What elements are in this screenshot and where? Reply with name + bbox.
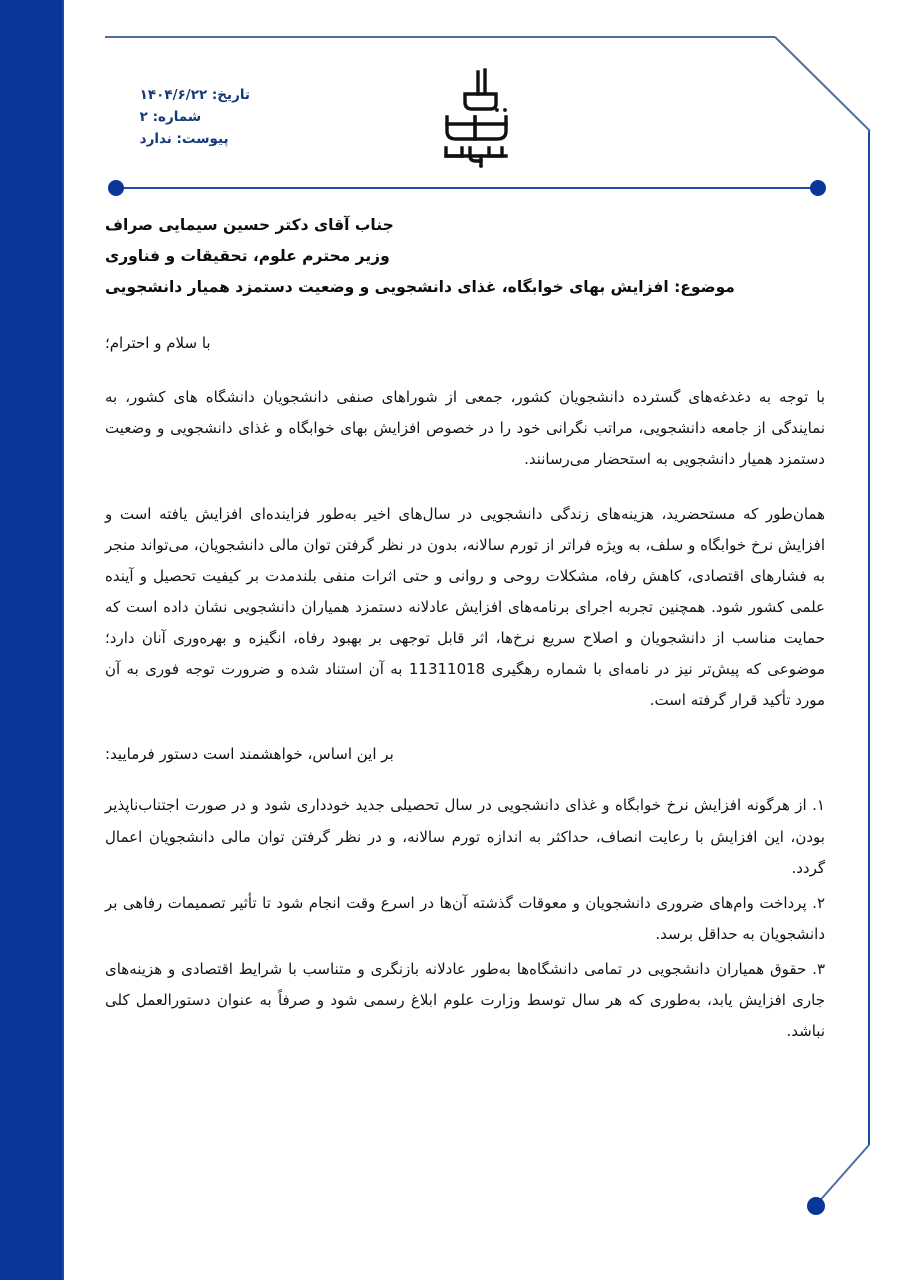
sabzeh-calligraphy-logo-icon bbox=[434, 60, 534, 170]
addressee-name: جناب آقای دکتر حسین سیمایی صراف bbox=[105, 216, 394, 234]
brand-side-bar-hairline bbox=[62, 0, 64, 1280]
salutation: با سلام و احترام؛ bbox=[105, 334, 211, 352]
demand-number-3: ۳. bbox=[812, 959, 825, 978]
accent-dot-right bbox=[810, 180, 826, 196]
demand-item-2 bbox=[105, 888, 825, 950]
organization-logo bbox=[62, 60, 905, 170]
demand-text-2: پرداخت وام‌های ضروری دانشجویان و معوقات گذشته آن‌ها در اسرع وقت انجام شود تا تأثیر تصمیمات رفاهی بر دانشجویان به حداقل برسد. bbox=[105, 893, 825, 943]
addressee-block bbox=[105, 210, 825, 303]
letter-subject: موضوع: افزایش بهای خوابگاه، غذای دانشجویی و وضعیت دستمزد همیار دانشجویی bbox=[105, 278, 735, 296]
demand-number-1: ۱. bbox=[812, 796, 825, 815]
demand-text-3: حقوق همیاران دانشجویی در تمامی دانشگاه‌ها به‌طور عادلانه بازنگری و متناسب با شرایط اقتصادی و هزینه‌های جاری افزایش یابد، به‌طوری که هر سال توسط وزارت علوم ابلاغ رسمی شود و صرفاً به عنوان دستورالعمل کلی نباشد. bbox=[105, 959, 825, 1040]
demands-list bbox=[105, 790, 825, 1046]
letter-number: شماره: ۲ bbox=[139, 108, 202, 125]
letter-header bbox=[62, 55, 905, 175]
addressee-title: وزیر محترم علوم، تحقیقات و فناوری bbox=[105, 247, 390, 265]
accent-dot-left bbox=[108, 180, 124, 196]
demand-item-3 bbox=[105, 954, 825, 1047]
demand-text-1: از هرگونه افزایش نرخ خوابگاه و غذای دانشجویی در سال تحصیلی جدید خودداری شود و در صورت اجتناب‌ناپذیر بودن، این افزایش با رعایت انصاف، حداکثر به اندازه تورم سالانه، و در نظر گرفتن توان مالی دانشجویان اعمال گردد. bbox=[105, 796, 825, 877]
request-lead-in: بر این اساس، خواهشمند است دستور فرمایید: bbox=[105, 744, 394, 763]
body-paragraph-1: با توجه به دغدغه‌های گسترده دانشجویان کشور، جمعی از شوراهای صنفی دانشجویان دانشگاه های کشور، به نمایندگی از جامعه دانشجویی، مراتب نگرانی خود را در خصوص افزایش بهای خوابگاه و غذای دانشجویی و وضعیت دستمزد همیار دانشجویی به استحضار می‌رسانند. bbox=[105, 387, 825, 468]
brand-side-bar bbox=[0, 0, 62, 1280]
letter-attachment: پیوست: ندارد bbox=[139, 130, 229, 147]
body-paragraph-2: همان‌طور که مستحضرید، هزینه‌های زندگی دانشجویی در سال‌های اخیر به‌طور فزاینده‌ای افزایش یافته است و افزایش نرخ خوابگاه و سلف، به ویژه فراتر از تورم سالانه، بدون در نظر گرفتن توان مالی دانشجویان، می‌تواند منجر به فشارهای اقتصادی، کاهش رفاه، مشکلات روحی و روانی و حتی اثرات منفی بلندمدت بر کیفیت تحصیل و آینده علمی کشور شود. همچنین تجربه اجرای برنامه‌های افزایش عادلانه دستمزد همیاران دانشجویی نشان داده است که حمایت مناسب از دانشجویان و اصلاح سریع نرخ‌ها، اثر قابل توجهی بر بهبود رفاه، انگیزه و بهره‌وری آنان دارد؛ موضوعی که پیش‌تر نیز در نامه‌ای با شماره رهگیری 11311018 به آن استناد شده و ضرورت توجه فوری به آن مورد تأکید قرار گرفته است. bbox=[105, 504, 826, 709]
accent-dot-bottom bbox=[807, 1197, 825, 1215]
demand-item-1 bbox=[105, 790, 825, 883]
letter-date: تاریخ: ۱۴۰۴/۶/۲۲ bbox=[139, 87, 250, 103]
demand-number-2: ۲. bbox=[812, 893, 825, 912]
letter-body bbox=[105, 210, 825, 1051]
